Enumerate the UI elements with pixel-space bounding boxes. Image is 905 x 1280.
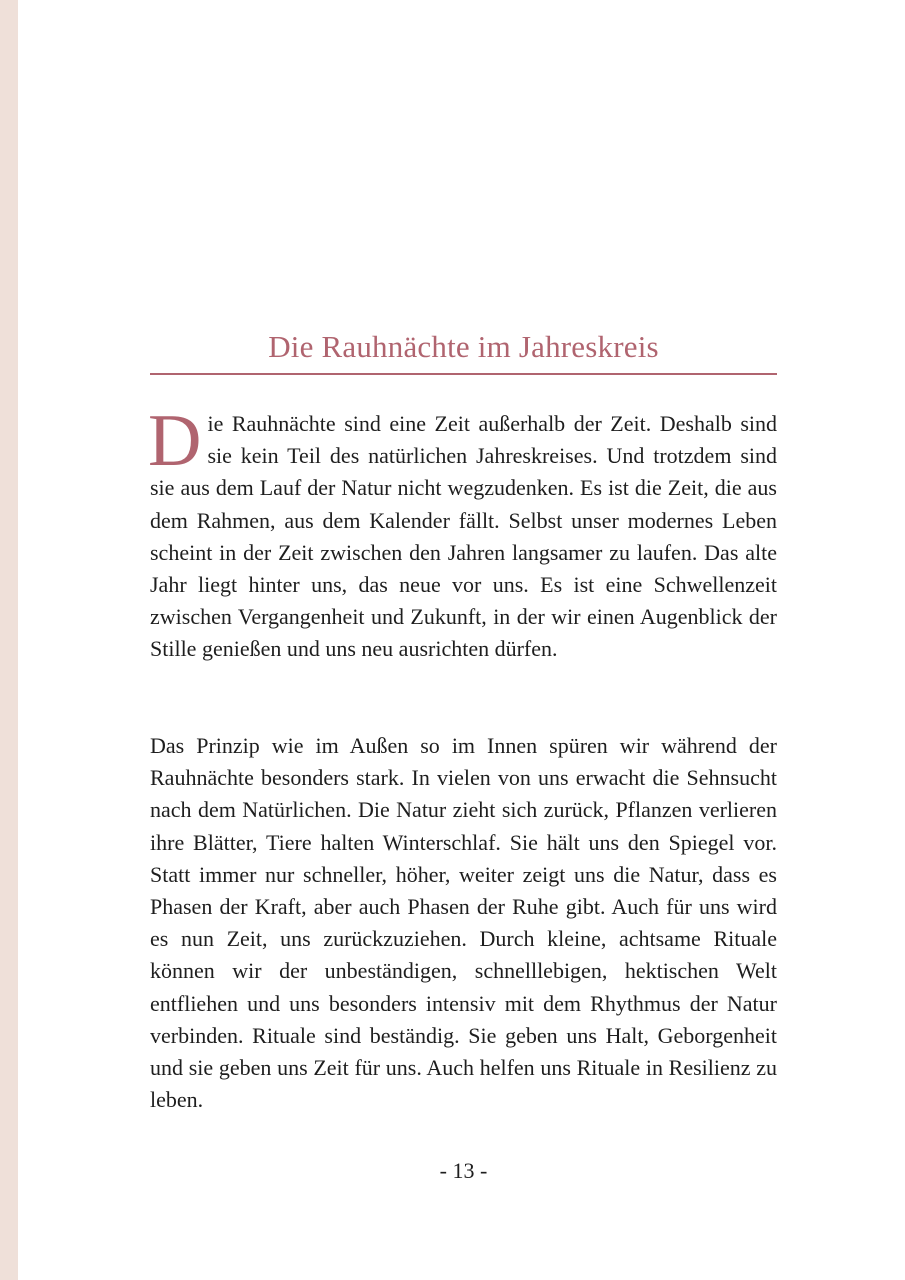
drop-cap-letter: D <box>148 400 202 482</box>
paragraph-2 <box>150 730 777 1116</box>
paragraph-1-text: ie Rauhnächte sind eine Zeit außerhalb der Zeit. Deshalb sind sie kein Teil des natürlichen Jahreskreises. Und trotzdem sind sie aus dem Lauf der Natur nicht wegzudenken. Es ist die Zeit, die aus dem Rahmen, aus dem Kalender fällt. Selbst unser modernes Leben scheint in der Zeit zwischen den Jahren langsamer zu laufen. Das alte Jahr liegt hinter uns, das neue vor uns. Es ist eine Schwellenzeit zwischen Vergangenheit und Zukunft, in der wir einen Augenblick der Stille genießen und uns neu ausrichten dürfen. <box>150 411 777 662</box>
chapter-title: Die Rauhnächte im Jahreskreis <box>268 329 659 364</box>
page-number: - 13 - <box>439 1158 488 1183</box>
paragraph-2-text: Das Prinzip wie im Außen so im Innen spüren wir während der Rauhnächte besonders stark. In vielen von uns erwacht die Sehnsucht nach dem Natürlichen. Die Natur zieht sich zurück, Pflanzen verlieren ihre Blätter, Tiere halten Winterschlaf. Sie hält uns den Spiegel vor. Statt immer nur schneller, höher, weiter zeigt uns die Natur, dass es Phasen der Kraft, aber auch Phasen der Ruhe gibt. Auch für uns wird es nun Zeit, uns zurückzuziehen. Durch kleine, achtsame Rituale können wir der unbeständigen, schnelllebigen, hektischen Welt entfliehen und uns besonders intensiv mit dem Rhythmus der Natur verbinden. Rituale sind beständig. Sie geben uns Halt, Geborgenheit und sie geben uns Zeit für uns. Auch helfen uns Rituale in Resilienz zu leben. <box>150 733 777 1113</box>
title-underline-rule <box>150 373 777 375</box>
page-spine-edge <box>0 0 18 1280</box>
paragraph-1 <box>148 400 777 666</box>
